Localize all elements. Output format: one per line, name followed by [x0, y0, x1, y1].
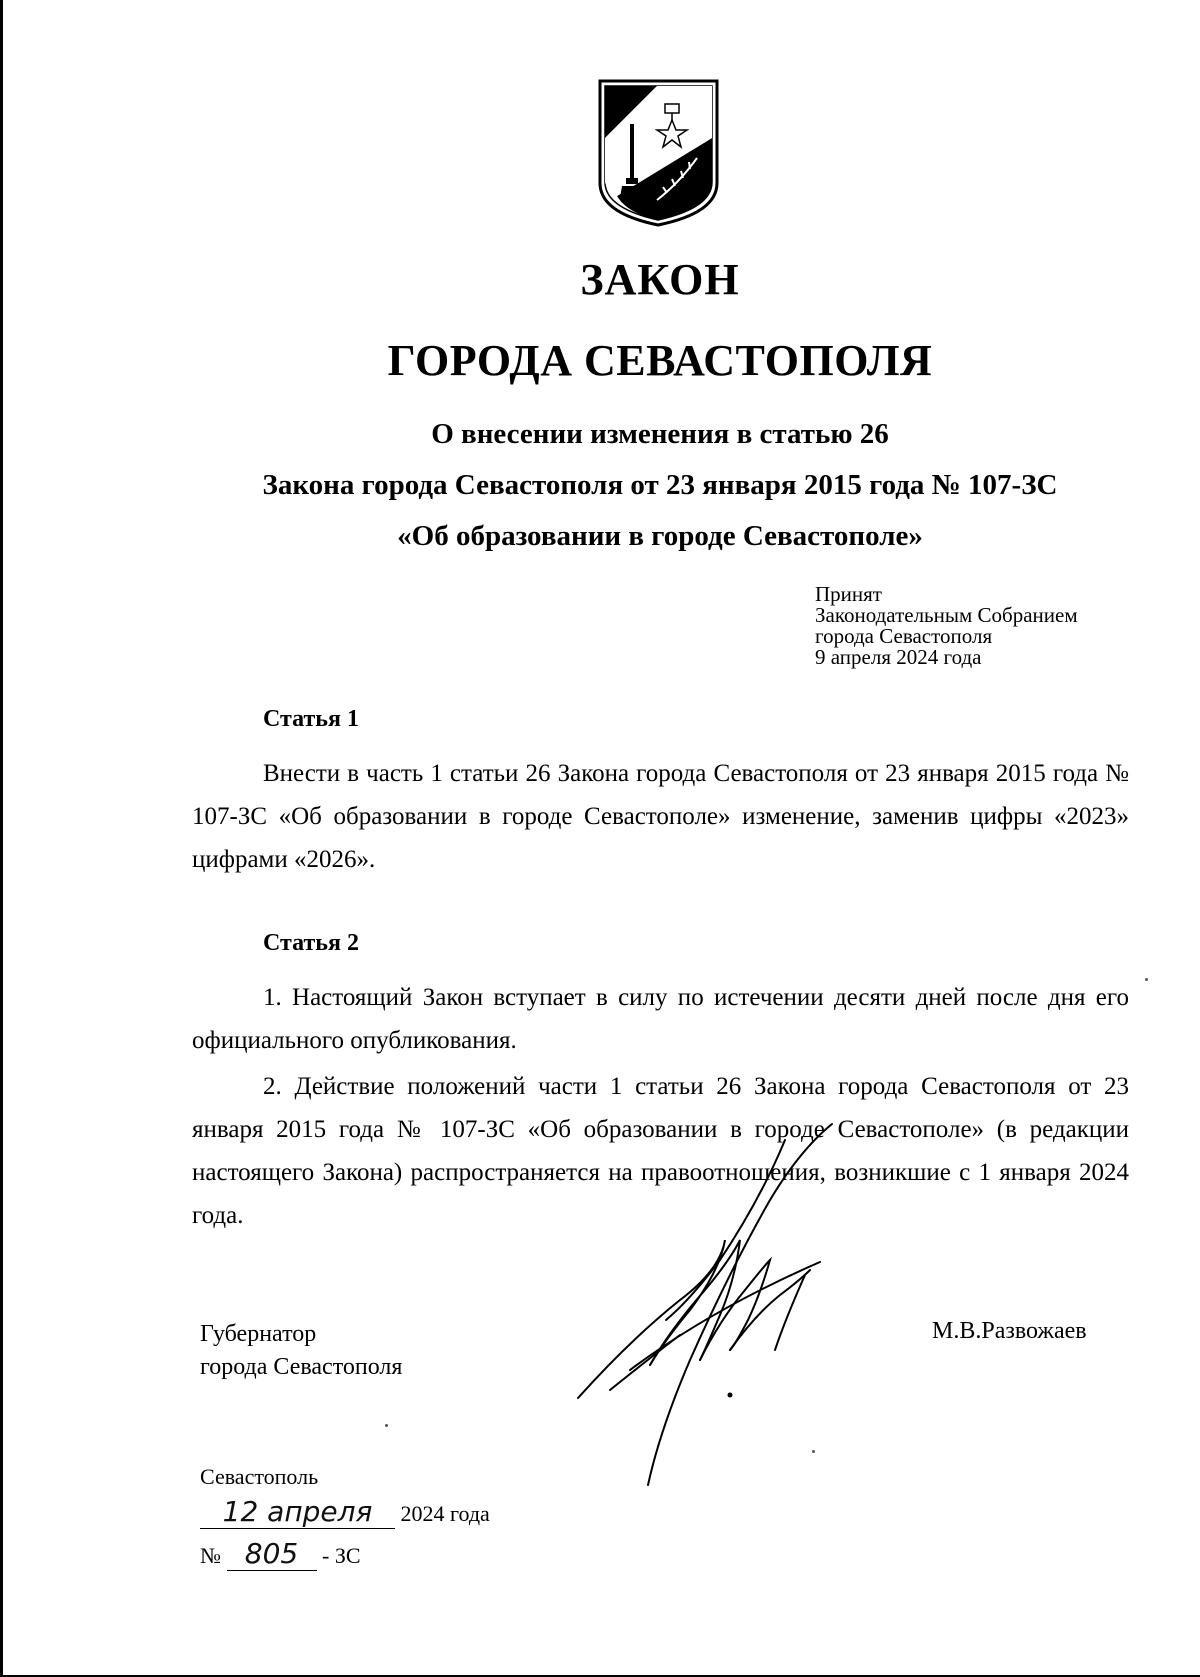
- paragraph-text: 2. Действие положений части 1 статьи 26 Закона города Севастополя от 23 января 2015 года № 107-ЗС «Об образовании в городе Севастополе» (в редакции настоящего Закона) распространяется на правоотношения, возникшие с 1 января 2024 года.: [192, 1073, 1129, 1229]
- signing-date: [200, 1495, 490, 1529]
- article-2-paragraph-1: [192, 976, 1129, 1062]
- signing-year: 2024 года: [400, 1501, 490, 1526]
- article-2-heading: Статья 2: [263, 930, 359, 956]
- coat-of-arms-emblem: [597, 78, 720, 228]
- law-subject-line-2: Закона города Севастополя от 23 января 2015 года № 107-ЗС: [262, 469, 1058, 501]
- scan-speck: [385, 1424, 388, 1427]
- signatory-title-line: Губернатор: [200, 1321, 317, 1347]
- signatory-title-line: города Севастополя: [200, 1354, 403, 1380]
- place-of-signing: Севастополь: [200, 1464, 319, 1489]
- law-issuer: ГОРОДА СЕВАСТОПОЛЯ: [387, 336, 933, 385]
- adoption-note-line: Законодательным Собранием: [815, 603, 1078, 627]
- signatory-title: [200, 1318, 402, 1384]
- handwritten-number-text: 805: [244, 1537, 299, 1570]
- adoption-note-line: Принят: [815, 582, 882, 606]
- handwritten-date: [200, 1495, 395, 1529]
- number-suffix: - ЗС: [322, 1543, 361, 1568]
- signatory-name: М.В.Развожаев: [932, 1318, 1087, 1344]
- paragraph-text: Внести в часть 1 статьи 26 Закона города Севастополя от 23 января 2015 года № 107-ЗС «Об образовании в городе Севастополе» изменение, заменив цифры «2023» цифрами «2026».: [192, 760, 1129, 873]
- law-number: [200, 1537, 361, 1571]
- handwritten-signature: [570, 1120, 880, 1500]
- adoption-note-line: города Севастополя: [815, 624, 993, 648]
- number-sign: №: [200, 1543, 221, 1568]
- scan-speck: [1145, 978, 1148, 981]
- handwritten-date-text: 12 апреля: [222, 1495, 373, 1528]
- law-subject-line-1: О внесении изменения в статью 26: [431, 418, 889, 450]
- adoption-date: 9 апреля 2024 года: [815, 645, 982, 669]
- handwritten-number: [227, 1537, 317, 1571]
- adoption-note: [815, 584, 1078, 668]
- scan-speck: [812, 1450, 815, 1453]
- article-1-paragraph: [192, 752, 1129, 881]
- law-subject-line-3: «Об образовании в городе Севастополе»: [397, 520, 923, 552]
- law-title: ЗАКОН: [580, 255, 740, 304]
- scan-edge-left: [0, 0, 3, 1677]
- article-1-heading: Статья 1: [263, 706, 359, 732]
- paragraph-text: 1. Настоящий Закон вступает в силу по истечении десяти дней после дня его официального опубликования.: [192, 984, 1129, 1054]
